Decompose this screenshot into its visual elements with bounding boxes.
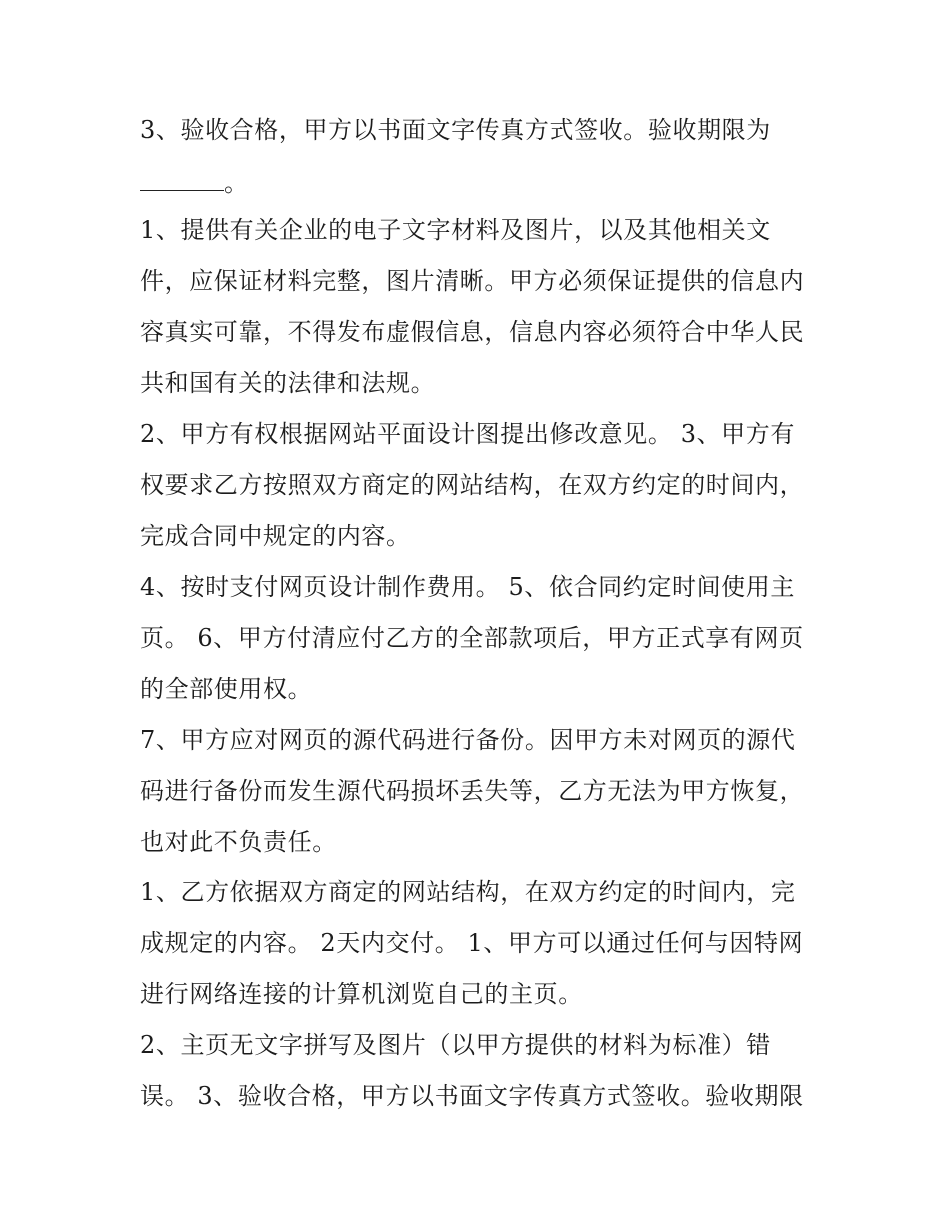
text-line: 页。 6、甲方付清应付乙方的全部款项后，甲方正式享有网页	[140, 624, 804, 652]
text-line: 共和国有关的法律和法规。	[140, 369, 436, 397]
text-line: 3、验收合格，甲方以书面文字传真方式签收。验收期限为	[140, 116, 771, 144]
text-line: 权要求乙方按照双方商定的网站结构，在双方约定的时间内，	[140, 471, 805, 499]
text-line: 进行网络连接的计算机浏览自己的主页。	[140, 980, 583, 1008]
text-line: 2、主页无文字拼写及图片（以甲方提供的材料为标准）错	[140, 1031, 771, 1059]
text-line: 。	[224, 169, 249, 197]
text-line: 件，应保证材料完整，图片清晰。甲方必须保证提供的信息内	[140, 267, 805, 295]
text-line: 误。 3、验收合格，甲方以书面文字传真方式签收。验收期限	[140, 1082, 804, 1110]
text-line: 码进行备份而发生源代码损坏丢失等，乙方无法为甲方恢复，	[140, 777, 805, 805]
text-line: 2、甲方有权根据网站平面设计图提出修改意见。 3、甲方有	[140, 420, 795, 448]
text-line: 也对此不负责任。	[140, 828, 337, 856]
text-line: 7、甲方应对网页的源代码进行备份。因甲方未对网页的源代	[140, 726, 796, 754]
fill-in-blank	[140, 168, 224, 191]
text-line: 1、提供有关企业的电子文字材料及图片，以及其他相关文	[140, 216, 771, 244]
text-line: 完成合同中规定的内容。	[140, 522, 411, 550]
text-line: 1、乙方依据双方商定的网站结构，在双方约定的时间内，完	[140, 878, 796, 906]
text-line: 4、按时支付网页设计制作费用。 5、依合同约定时间使用主	[140, 573, 795, 601]
text-line: 成规定的内容。 2天内交付。 1、甲方可以通过任何与因特网	[140, 929, 804, 957]
text-line-with-blank	[140, 166, 249, 200]
text-line: 的全部使用权。	[140, 675, 313, 703]
text-line: 容真实可靠，不得发布虚假信息，信息内容必须符合中华人民	[140, 318, 805, 346]
